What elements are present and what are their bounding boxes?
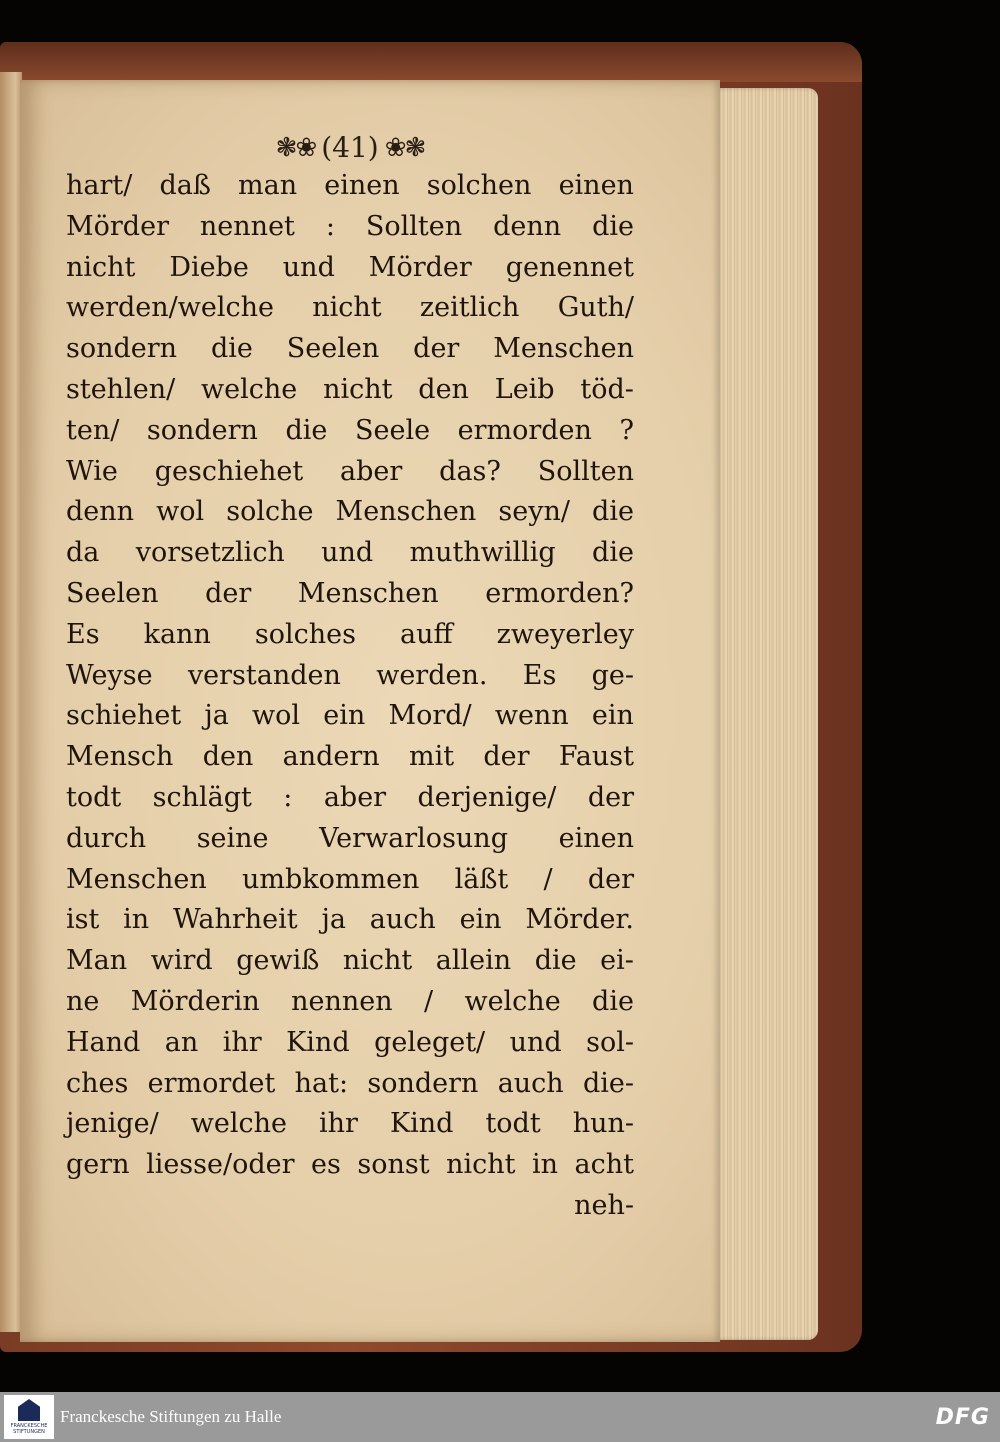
word: hat: <box>294 1067 349 1099</box>
word: die- <box>582 1067 634 1099</box>
text-line <box>66 941 634 982</box>
word: den <box>202 741 254 773</box>
word: Wie <box>66 455 118 487</box>
word: die <box>285 414 328 446</box>
text-line <box>66 574 634 615</box>
word: : <box>283 781 293 813</box>
word: man <box>238 170 298 201</box>
word: Seelen <box>286 333 380 365</box>
word: Leib <box>494 373 555 405</box>
word: Mörder. <box>525 904 634 936</box>
text-line <box>66 492 634 533</box>
logo-text: FRANCKESCHE STIFTUNGEN <box>10 1423 48 1435</box>
word: ein <box>591 700 634 732</box>
text-line <box>66 696 634 737</box>
word: läßt <box>454 863 509 895</box>
text-line <box>66 411 634 452</box>
word: die <box>592 496 634 528</box>
word: ei- <box>600 945 634 977</box>
word: gern <box>66 1149 130 1181</box>
text-line <box>66 329 634 370</box>
text-line <box>66 288 634 329</box>
word: Diebe <box>169 251 249 283</box>
word: nicht <box>446 1149 516 1181</box>
word: vorsetzlich <box>135 537 285 569</box>
word: Es <box>66 618 100 650</box>
word: zeitlich <box>419 292 520 324</box>
word: denn <box>66 496 135 528</box>
word: neh- <box>574 1189 634 1221</box>
text-line <box>66 860 634 901</box>
word: und <box>321 537 374 569</box>
word: aber <box>323 781 387 813</box>
word: schiehet <box>66 700 182 732</box>
word: : <box>325 210 335 242</box>
word: die <box>210 333 253 365</box>
word: Mensch <box>66 741 174 773</box>
text-line <box>66 207 634 248</box>
word: ten/ <box>66 414 120 446</box>
word: die <box>534 945 577 977</box>
word: Hand <box>66 1026 141 1058</box>
word: allein <box>435 945 512 977</box>
word: ches <box>66 1067 129 1099</box>
word: umbkommen <box>241 863 420 895</box>
word: nennet <box>199 210 295 242</box>
word: seine <box>196 822 269 854</box>
word: Man <box>66 945 128 977</box>
word: stehlen/ <box>66 373 176 405</box>
word: auch <box>369 904 436 936</box>
word: Guth/ <box>557 292 634 324</box>
word: der <box>587 781 634 813</box>
text-line <box>66 615 634 656</box>
text-line <box>66 819 634 860</box>
word: werden. <box>376 659 488 691</box>
word: Menschen <box>335 496 477 528</box>
text-line <box>66 1023 634 1064</box>
text-line <box>66 656 634 697</box>
word: werden/welche <box>66 292 274 324</box>
text-line <box>66 166 634 207</box>
word: wenn <box>494 700 569 732</box>
word: sondern <box>367 1067 479 1099</box>
word: Menschen <box>493 333 634 365</box>
word: die <box>592 537 634 569</box>
word: todt <box>485 1108 541 1140</box>
word: / <box>423 985 434 1017</box>
word: / <box>543 863 553 895</box>
word: welche <box>464 985 561 1017</box>
word: Wahrheit <box>173 904 298 936</box>
house-icon <box>18 1399 40 1421</box>
text-line <box>66 452 634 493</box>
word: gewiß <box>236 945 320 977</box>
word: verstanden <box>187 659 341 691</box>
page-text <box>66 166 634 1227</box>
word: seyn/ <box>498 496 570 528</box>
word: Mörder <box>66 210 169 242</box>
word: Menschen <box>66 863 207 895</box>
word: wird <box>150 945 213 977</box>
word: andern <box>282 741 380 773</box>
word: ihr <box>318 1108 358 1140</box>
word: einen <box>324 170 400 201</box>
word: genennet <box>505 251 634 283</box>
page-header <box>240 128 460 168</box>
word: sonst <box>357 1149 430 1181</box>
word: Seele <box>354 414 431 446</box>
word: kann <box>143 618 211 650</box>
word: muthwillig <box>409 537 556 569</box>
text-line <box>66 982 634 1023</box>
word: Weyse <box>66 659 153 691</box>
word: der <box>483 741 530 773</box>
word: und <box>509 1026 562 1058</box>
word: hun- <box>572 1108 634 1140</box>
word: ja <box>321 904 346 936</box>
word: und <box>282 251 335 283</box>
word: ermorden? <box>485 577 634 609</box>
ornament-left-icon: ❃❀ <box>275 133 316 163</box>
word: solche <box>226 496 314 528</box>
word: sondern <box>66 333 178 365</box>
word: einen <box>558 822 634 854</box>
word: geschiehet <box>154 455 304 487</box>
word: nicht <box>66 251 136 283</box>
word: wol <box>156 496 205 528</box>
word: solchen <box>426 170 532 201</box>
word: an <box>164 1026 199 1058</box>
word: ermorden <box>457 414 592 446</box>
word: welche <box>190 1108 287 1140</box>
word: schlägt <box>152 781 252 813</box>
word: ein <box>323 700 366 732</box>
word: Verwarlosung <box>319 822 508 854</box>
word: nennen <box>291 985 393 1017</box>
word: es <box>311 1149 341 1181</box>
word: wol <box>252 700 301 732</box>
word: in <box>123 904 150 936</box>
word: einen <box>558 170 634 201</box>
word: die <box>592 985 634 1017</box>
word: ermordet <box>147 1067 276 1099</box>
word: denn <box>493 210 562 242</box>
word: nicht <box>312 292 382 324</box>
word: töd- <box>580 373 634 405</box>
word: Faust <box>558 741 634 773</box>
word: in <box>531 1149 559 1181</box>
word: hart/ <box>66 170 133 201</box>
word: der <box>205 577 252 609</box>
word: Sollten <box>537 455 634 487</box>
word: Seelen <box>66 577 159 609</box>
word: nicht <box>342 945 413 977</box>
text-line <box>66 1104 634 1145</box>
word: ist <box>66 904 100 936</box>
word: auch <box>497 1067 564 1099</box>
word: Mörderin <box>130 985 260 1017</box>
ornament-right-icon: ❀❃ <box>384 133 425 163</box>
word: solches <box>254 618 356 650</box>
word: ne <box>66 985 100 1017</box>
word: die <box>592 210 634 242</box>
word: nicht <box>323 373 393 405</box>
word: zweyerley <box>496 618 634 650</box>
word: durch <box>66 822 147 854</box>
footer-bar <box>0 1392 1000 1442</box>
word: ein <box>459 904 502 936</box>
word: den <box>418 373 469 405</box>
word: daß <box>159 170 211 201</box>
word: Sollten <box>365 210 463 242</box>
word: das? <box>439 455 501 487</box>
word: Mörder <box>368 251 472 283</box>
word: mit <box>408 741 455 773</box>
word: ja <box>204 700 229 732</box>
text-line <box>66 1064 634 1105</box>
word: ge- <box>591 659 634 691</box>
word: Kind <box>286 1026 350 1058</box>
word: todt <box>66 781 122 813</box>
word: Kind <box>389 1108 454 1140</box>
text-line <box>66 778 634 819</box>
word: aber <box>340 455 403 487</box>
text-line <box>66 248 634 289</box>
word: acht <box>574 1149 634 1181</box>
book-cover-top <box>0 42 862 82</box>
institution-logo[interactable] <box>4 1395 54 1439</box>
word: liesse/oder <box>146 1149 295 1181</box>
institution-name[interactable]: Franckesche Stiftungen zu Halle <box>60 1407 282 1426</box>
page-number: (41) <box>321 131 379 164</box>
word: Menschen <box>297 577 439 609</box>
text-line <box>66 533 634 574</box>
word: jenige/ <box>66 1108 159 1140</box>
text-line <box>66 1186 634 1227</box>
word: auff <box>399 618 453 650</box>
text-line <box>66 737 634 778</box>
text-line <box>66 370 634 411</box>
word: sondern <box>146 414 258 446</box>
facing-page-strip <box>0 72 22 1332</box>
word: der <box>587 863 634 895</box>
word: geleget/ <box>374 1026 486 1058</box>
word: der <box>413 333 460 365</box>
text-line <box>66 1145 634 1186</box>
word: ihr <box>222 1026 262 1058</box>
word: ? <box>619 414 634 446</box>
word: da <box>66 537 100 569</box>
word: welche <box>201 373 298 405</box>
text-line <box>66 900 634 941</box>
word: derjenige/ <box>417 781 557 813</box>
word: Es <box>522 659 557 691</box>
word: Mord/ <box>388 700 472 732</box>
word: sol- <box>586 1026 634 1058</box>
dfg-logo[interactable]: DFG <box>935 1404 990 1430</box>
